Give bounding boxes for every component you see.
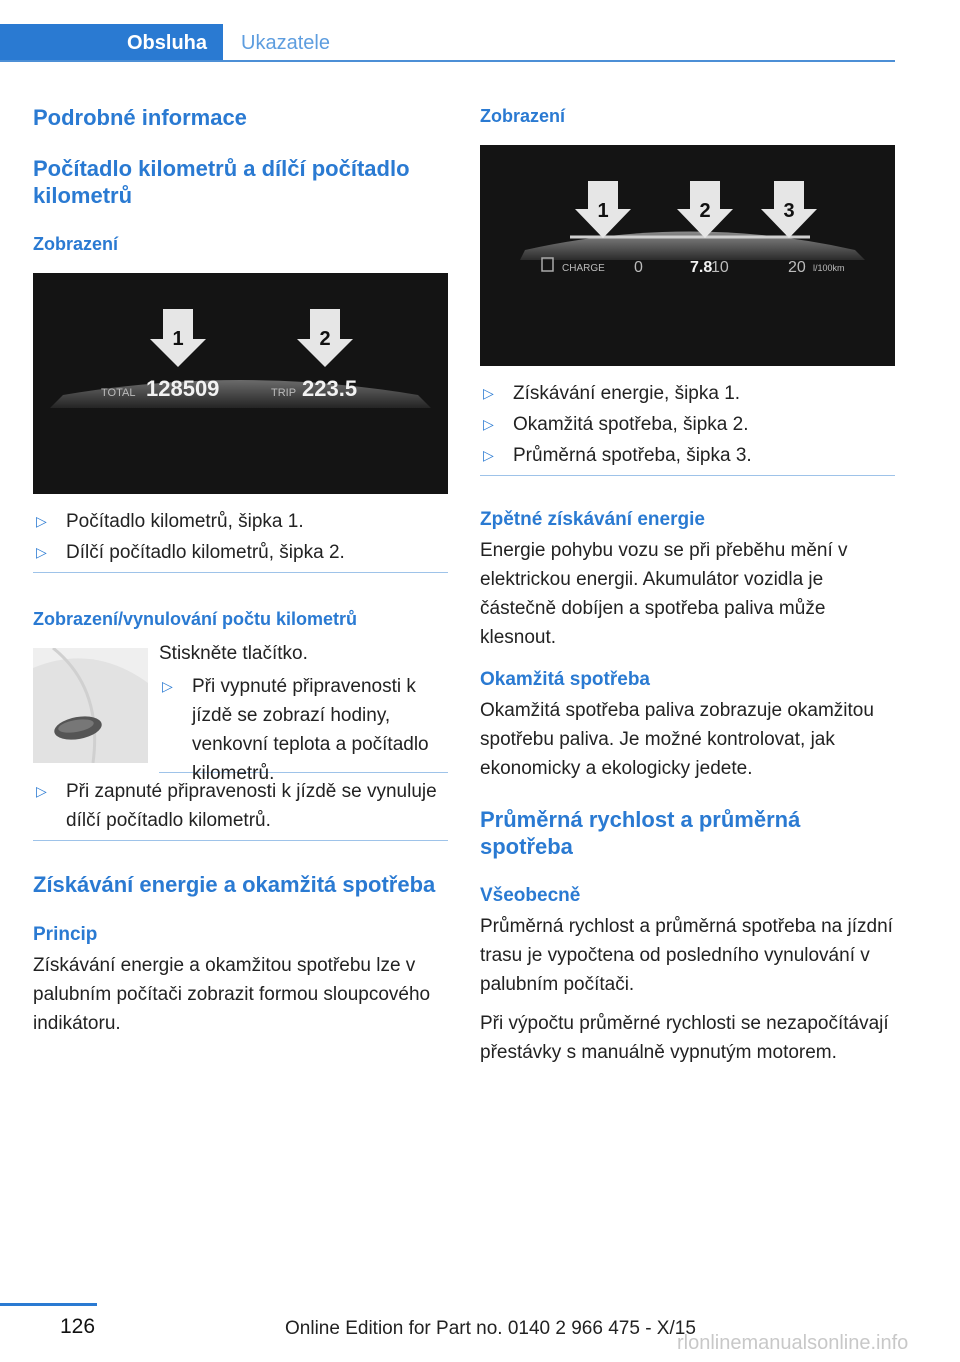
heading-instant: Okamžitá spotřeba [480, 669, 650, 690]
list-item: ▷ Získávání energie, šipka 1. [480, 379, 895, 408]
trip-value: 223.5 [302, 376, 358, 401]
arrow-2-label: 2 [319, 328, 331, 350]
list-divider [33, 572, 448, 573]
triangle-bullet-icon: ▷ [162, 678, 173, 694]
edition-text: Online Edition for Part no. 0140 2 966 475 - X/15 [285, 1318, 696, 1339]
tick-0: 0 [634, 259, 643, 276]
arrow-1-label: 1 [172, 328, 184, 350]
press-button-text: Stiskněte tlačítko. [159, 643, 308, 664]
reset-block [33, 639, 448, 784]
heading-reset: Zobrazení/vynulování počtu kilometrů [33, 609, 358, 629]
watermark: rlonlinemanualsonline.info [677, 1332, 909, 1354]
list-item: ▷ Dílčí počítadlo kilometrů, šipka 2. [33, 538, 448, 567]
list-item: ▷ Průměrná spotřeba, šipka 3. [480, 441, 895, 470]
triangle-bullet-icon: ▷ [36, 513, 47, 529]
recovery-text: Energie pohybu vozu se při přeběhu mění v elektrickou energii. Akumulátor vozidla je částečně dobíjen a spotřeba paliva může klesnout. [480, 540, 848, 648]
arrow-2-label: 2 [699, 200, 711, 222]
heading-average: Průměrná rychlost a průměrná spotřeba [480, 807, 801, 859]
reset-text [159, 639, 449, 788]
left-column [33, 104, 448, 1038]
consumption-graphic [480, 145, 895, 366]
header-divider [0, 60, 895, 62]
list-divider [33, 840, 448, 841]
reset-button-icon [33, 648, 148, 763]
trip-label: TRIP [271, 387, 297, 399]
consumption-list [480, 379, 895, 470]
page-number: 126 [60, 1315, 96, 1338]
odometer-graphic [33, 273, 448, 494]
heading-odometer: Počítadlo kilometrů a dílčí počítadlo kilometrů [33, 156, 410, 208]
heading-detail-info: Podrobné informace [33, 105, 247, 130]
footer-rule [0, 1303, 97, 1306]
list-item: ▷ Okamžitá spotřeba, šipka 2. [480, 410, 895, 439]
heading-energy: Získávání energie a okamžitá spotřeba [33, 872, 436, 897]
heading-display-right: Zobrazení [480, 106, 566, 126]
triangle-bullet-icon: ▷ [36, 544, 47, 560]
reset-list [33, 777, 448, 835]
figure-odometer [33, 273, 448, 494]
instant-text: Okamžitá spotřeba paliva zobrazuje okamžitou spotřebu paliva. Je možné kontrolovat, jak ekonomicky a ekologicky jedete. [480, 700, 874, 779]
tab-obsluha[interactable]: Obsluha [0, 24, 223, 62]
triangle-bullet-icon: ▷ [483, 416, 494, 432]
heading-recovery: Zpětné získávání energie [480, 509, 705, 530]
right-column [480, 104, 895, 1067]
triangle-bullet-icon: ▷ [483, 385, 494, 401]
arrow-1-label: 1 [597, 200, 609, 222]
total-label: TOTAL [101, 387, 136, 399]
figure-consumption [480, 145, 895, 366]
consumption-value: 7.8 [690, 259, 713, 276]
tab-ukazatele[interactable]: Ukazatele [241, 31, 330, 54]
list-item: ▷ Při zapnuté připravenosti k jízdě se vynuluje dílčí počítadlo kilometrů. [33, 777, 448, 835]
heading-principle: Princip [33, 924, 98, 945]
principle-text: Získávání energie a okamžitou spotřebu lze v palubním počítači zobrazit formou sloupcového indikátoru. [33, 955, 431, 1034]
arrow-3-label: 3 [783, 200, 795, 222]
triangle-bullet-icon: ▷ [483, 447, 494, 463]
general-text-2: Při výpočtu průměrné rychlosti se nezapočítávají přestávky s manuálně vypnutým motorem. [480, 1013, 889, 1063]
list-item: ▷ Při vypnuté připravenosti k jízdě se zobrazí hodiny, venkovní teplota a počítadlo kilometrů. [159, 672, 449, 788]
heading-display-left: Zobrazení [33, 234, 119, 254]
general-text-1: Průměrná rychlost a průměrná spotřeba na jízdní trasu je vypočtena od posledního vynulování v palubním počítači. [480, 916, 893, 995]
reset-sublist [159, 672, 449, 788]
button-photo [33, 648, 148, 763]
list-divider [480, 475, 895, 476]
unit-label: l/100km [813, 263, 845, 273]
heading-general: Všeobecně [480, 885, 581, 906]
tick-10: 10 [711, 259, 729, 276]
charge-label: CHARGE [562, 263, 605, 274]
odometer-list [33, 507, 448, 567]
list-item: ▷ Počítadlo kilometrů, šipka 1. [33, 507, 448, 536]
tick-20: 20 [788, 259, 806, 276]
header-tab-bar [0, 24, 895, 62]
total-value: 128509 [146, 376, 220, 401]
triangle-bullet-icon: ▷ [36, 783, 47, 799]
